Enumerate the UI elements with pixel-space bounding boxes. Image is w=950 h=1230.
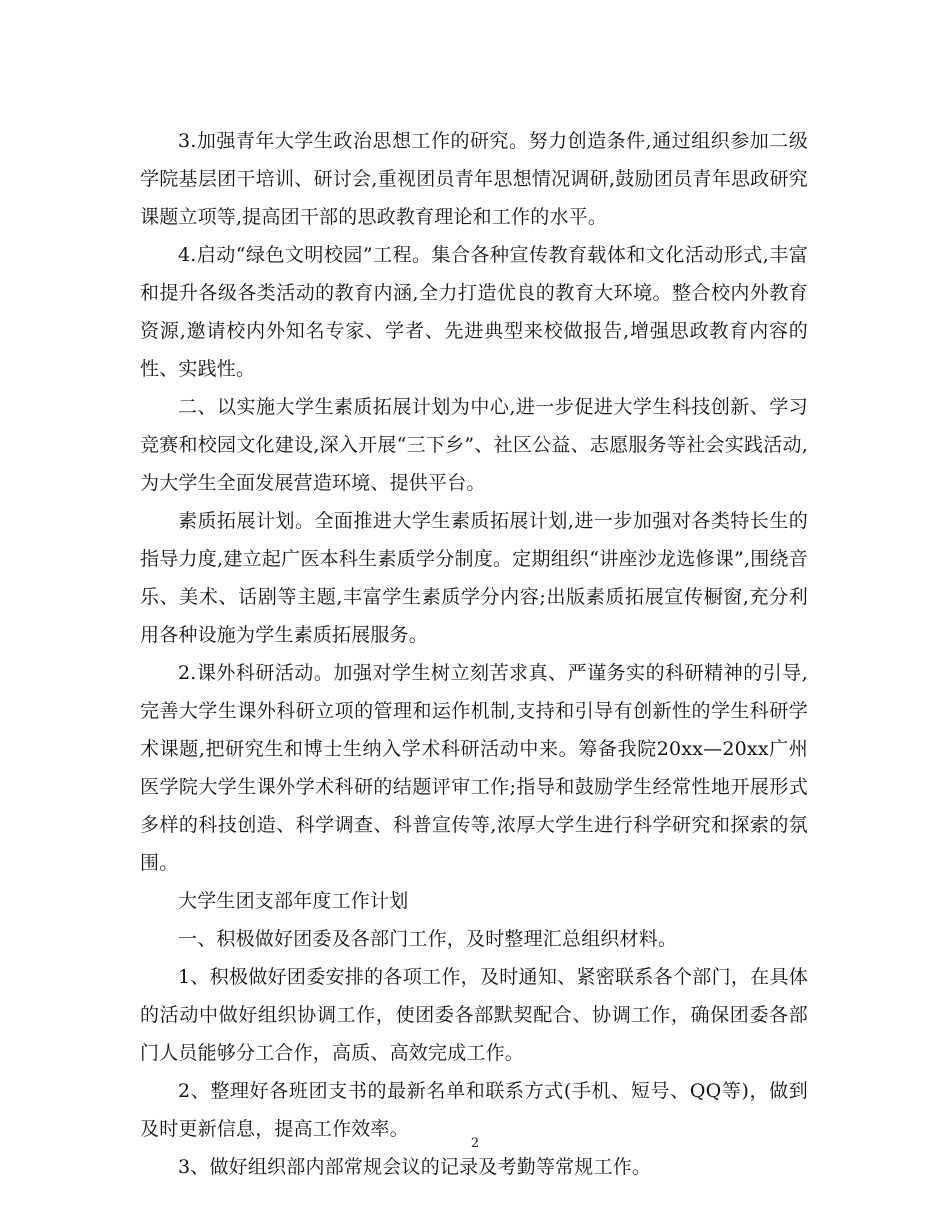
paragraph-league-committee-work: 一、积极做好团委及各部门工作，及时整理汇总组织材料。 (178, 928, 678, 950)
paragraph-extracurricular-research: 2.课外科研活动。加强对学生树立刻苦求真、严谨务实的科研精神的引导,完善大学生课外科研立项的管理和运作机制,支持和引导有创新性的学生科研学术课题,把研究生和博士生纳入学术科研活动中来。筹备我院20xx—20xx广州医学院大学生课外学术科研的结题评审工作;指导和鼓励学生经常性地开展形式多样的科技创造、科学调查、科普宣传等,浓厚大学生进行科学研究和探索的氛围。 (140, 662, 808, 874)
paragraph-quality-expansion-plan: 素质拓展计划。全面推进大学生素质拓展计划,进一步加强对各类特长生的指导力度,建立起广医本科生素质学分制度。定期组织“讲座沙龙选修课”,围绕音乐、美术、话剧等主题,丰富学生素质学分内容;出版素质拓展宣传橱窗,充分利用各种设施为学生素质拓展服务。 (140, 510, 808, 646)
paragraph-green-campus-project: 4.启动“绿色文明校园”工程。集合各种宣传教育载体和文化活动形式,丰富和提升各级各类活动的教育内涵,全力打造优良的教育大环境。整合校内外教育资源,邀请校内外知名专家、学者、先进典型来校做报告,增强思政教育内容的性、实践性。 (140, 244, 808, 380)
paragraph-youth-political-research: 3.加强青年大学生政治思想工作的研究。努力创造条件,通过组织参加二级学院基层团干培训、研讨会,重视团员青年思想情况调研,鼓励团员青年思政研究课题立项等,提高团干部的思政教育理论和工作的水平。 (140, 130, 808, 228)
paragraph-quality-expansion-center: 二、以实施大学生素质拓展计划为中心,进一步促进大学生科技创新、学习竞赛和校园文化建设,深入开展“三下乡”、社区公益、志愿服务等社会实践活动,为大学生全面发展营造环境、提供平台。 (140, 396, 808, 494)
paragraph-meeting-records: 3、做好组织部内部常规会议的记录及考勤等常规工作。 (178, 1156, 652, 1178)
page-number: 2 (470, 1136, 480, 1151)
document-body (140, 122, 808, 1186)
paragraph-contact-list: 2、整理好各班团支书的最新名单和联系方式(手机、短号、QQ等)，做到及时更新信息，提高工作效率。 (140, 1080, 808, 1140)
paragraph-task-coordination: 1、积极做好团委安排的各项工作，及时通知、紧密联系各个部门，在具体的活动中做好组织协调工作，使团委各部默契配合、协调工作，确保团委各部门人员能够分工合作，高质、高效完成工作。 (140, 966, 808, 1064)
section-heading-annual-plan: 大学生团支部年度工作计划 (178, 890, 409, 912)
